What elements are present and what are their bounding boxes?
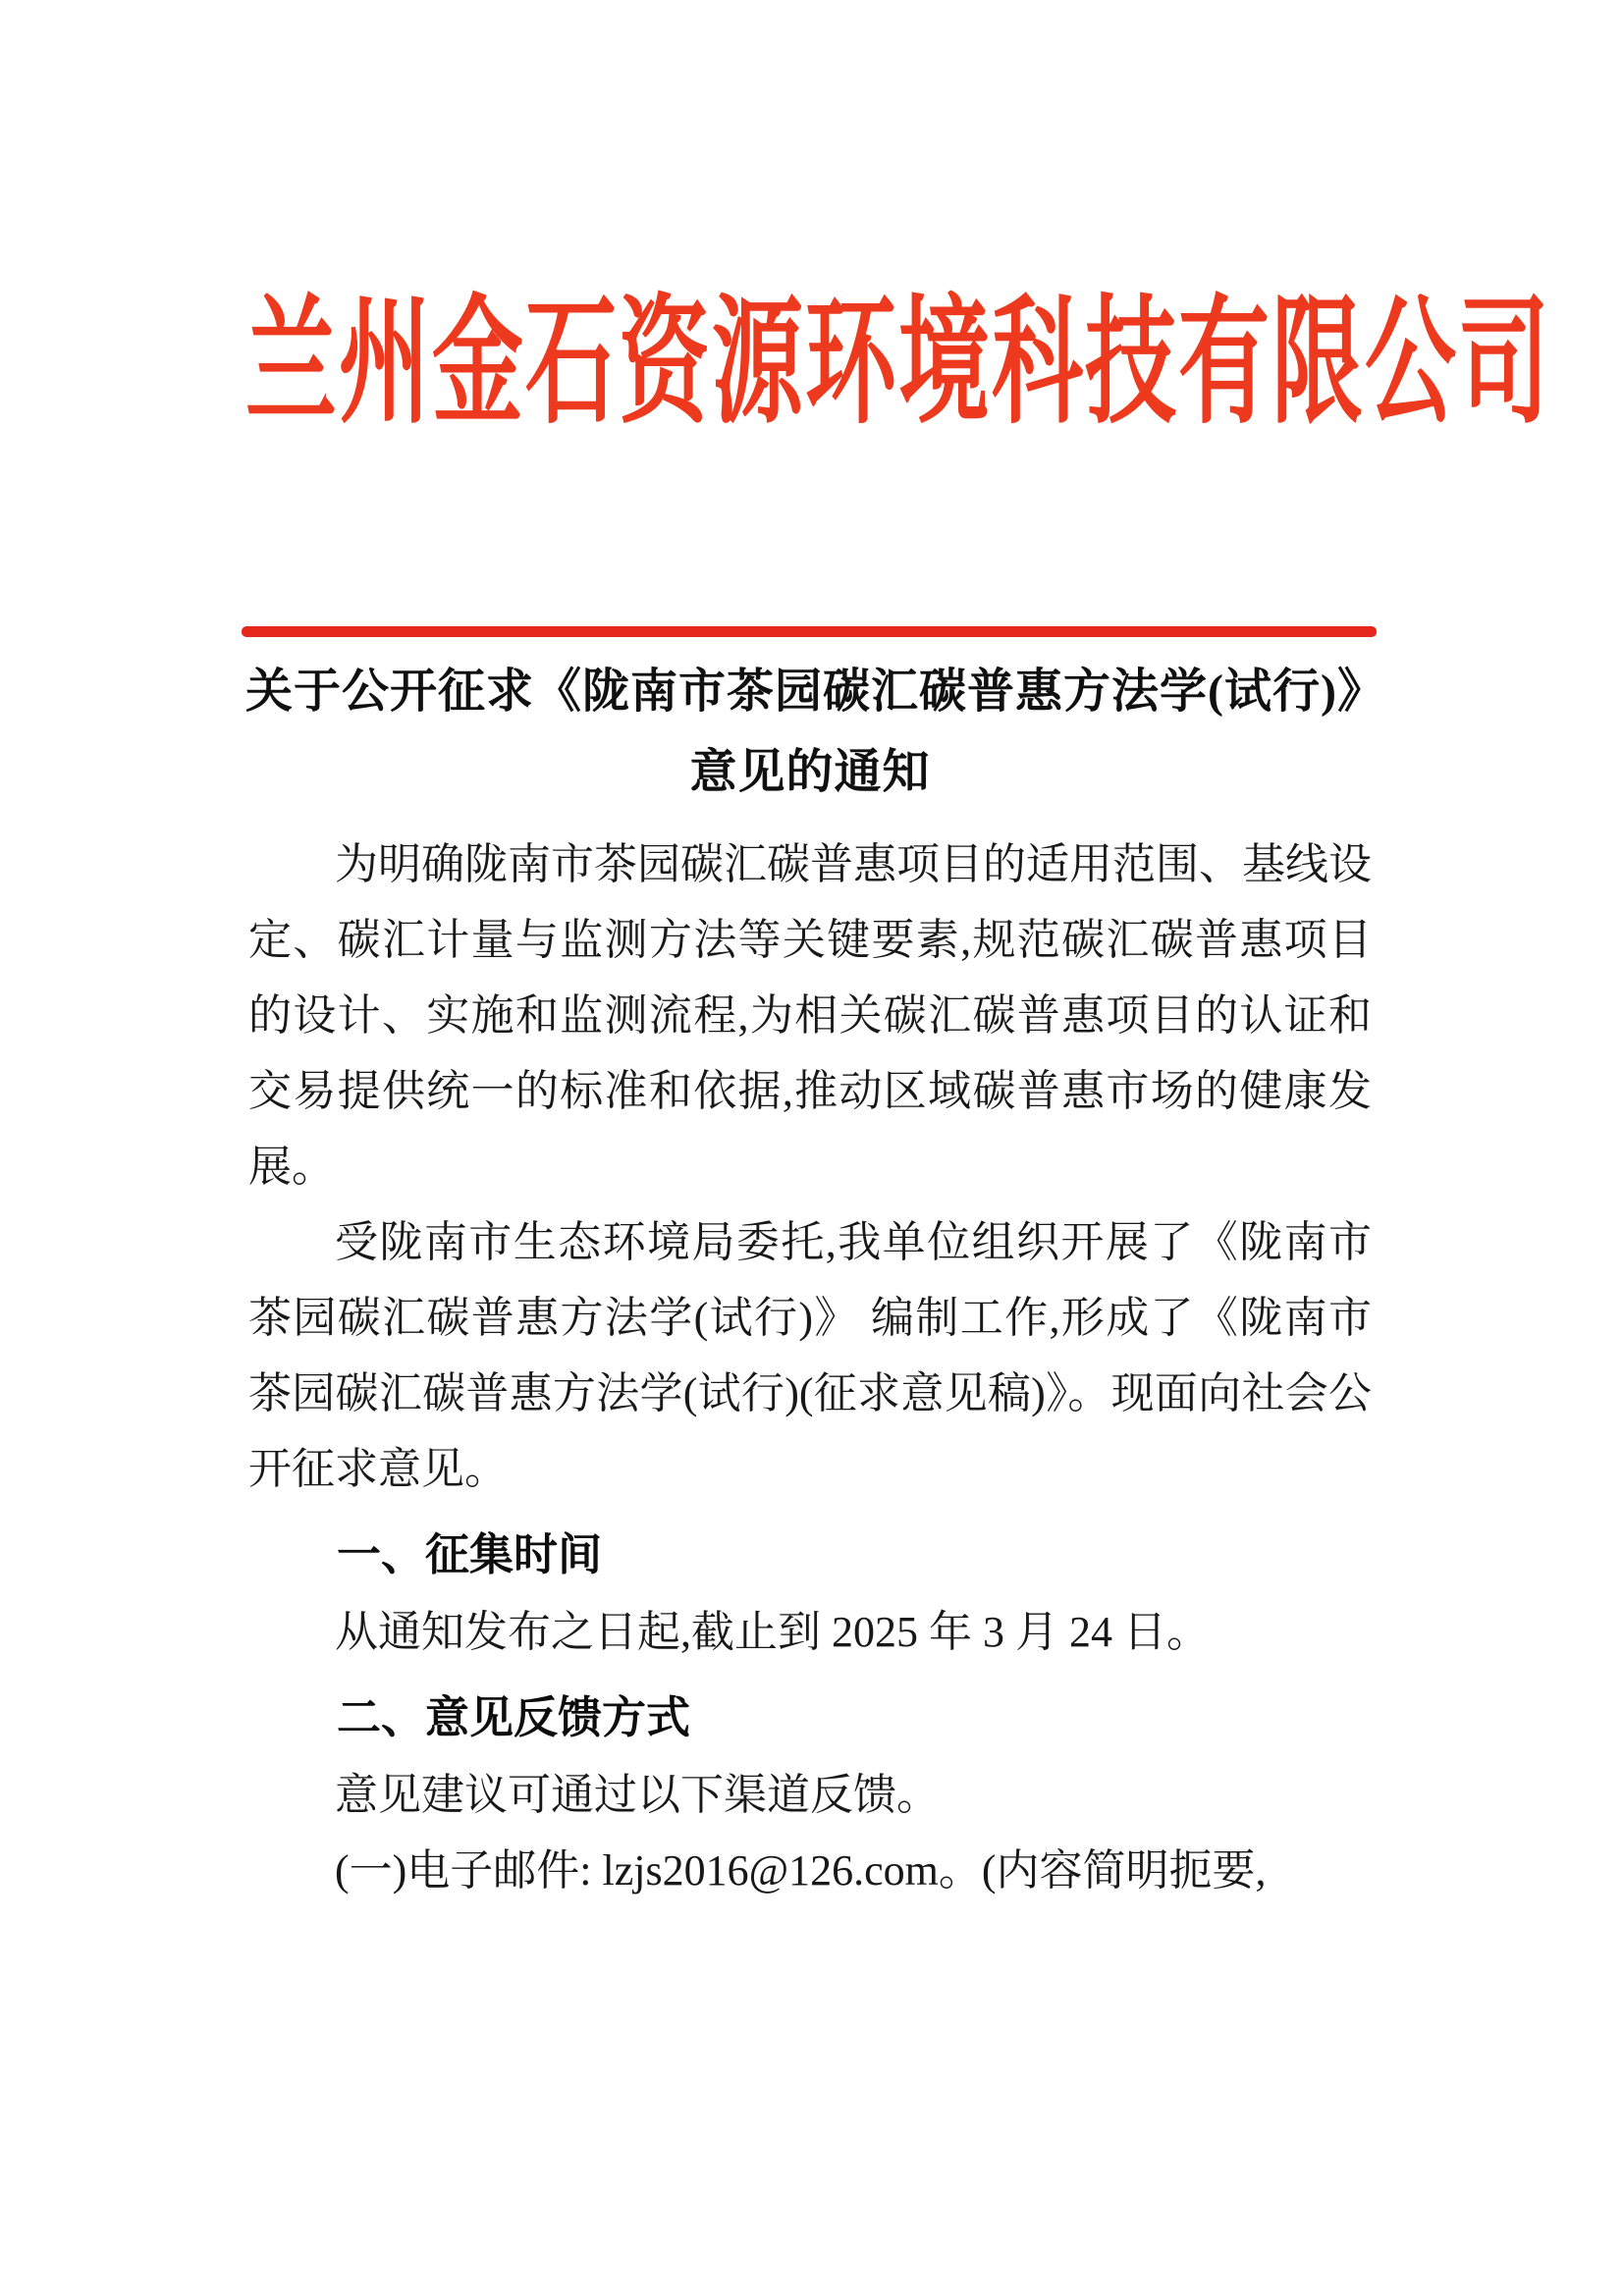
company-letterhead: 兰州金石资源环境科技有限公司 <box>245 287 1551 442</box>
document-title <box>245 652 1385 813</box>
body-paragraph: 意见建议可通过以下渠道反馈。 <box>335 1771 940 1819</box>
body-paragraph: (一)电子邮件: lzjs2016@126.com。(内容简明扼要, <box>335 1846 1267 1895</box>
body-paragraph: 受陇南市生态环境局委托,我单位组织开展了《陇南市茶园碳汇碳普惠方法学(试行)》 编制工作,形成了《陇南市茶园碳汇碳普惠方法学(试行)(征求意见稿)》。现面向社会公开征求意见。 <box>248 1218 1372 1493</box>
letterhead-divider-line <box>242 626 1377 637</box>
document-title-line-2: 意见的通知 <box>689 746 931 798</box>
section-heading: 一、征集时间 <box>337 1529 603 1579</box>
body-paragraph: 为明确陇南市茶园碳汇碳普惠项目的适用范围、基线设定、碳汇计量与监测方法等关键要素,规范碳汇碳普惠项目的设计、实施和监测流程,为相关碳汇碳普惠项目的认证和交易提供统一的标准和依据,推动区域碳普惠市场的健康发展。 <box>248 840 1372 1191</box>
section-heading: 二、意见反馈方式 <box>337 1692 691 1742</box>
body-paragraph: 从通知发布之日起,截止到 2025 年 3 月 24 日。 <box>335 1608 1210 1656</box>
document-body <box>248 827 1372 1908</box>
document-title-line-1: 关于公开征求《陇南市茶园碳汇碳普惠方法学(试行)》 <box>245 666 1385 718</box>
